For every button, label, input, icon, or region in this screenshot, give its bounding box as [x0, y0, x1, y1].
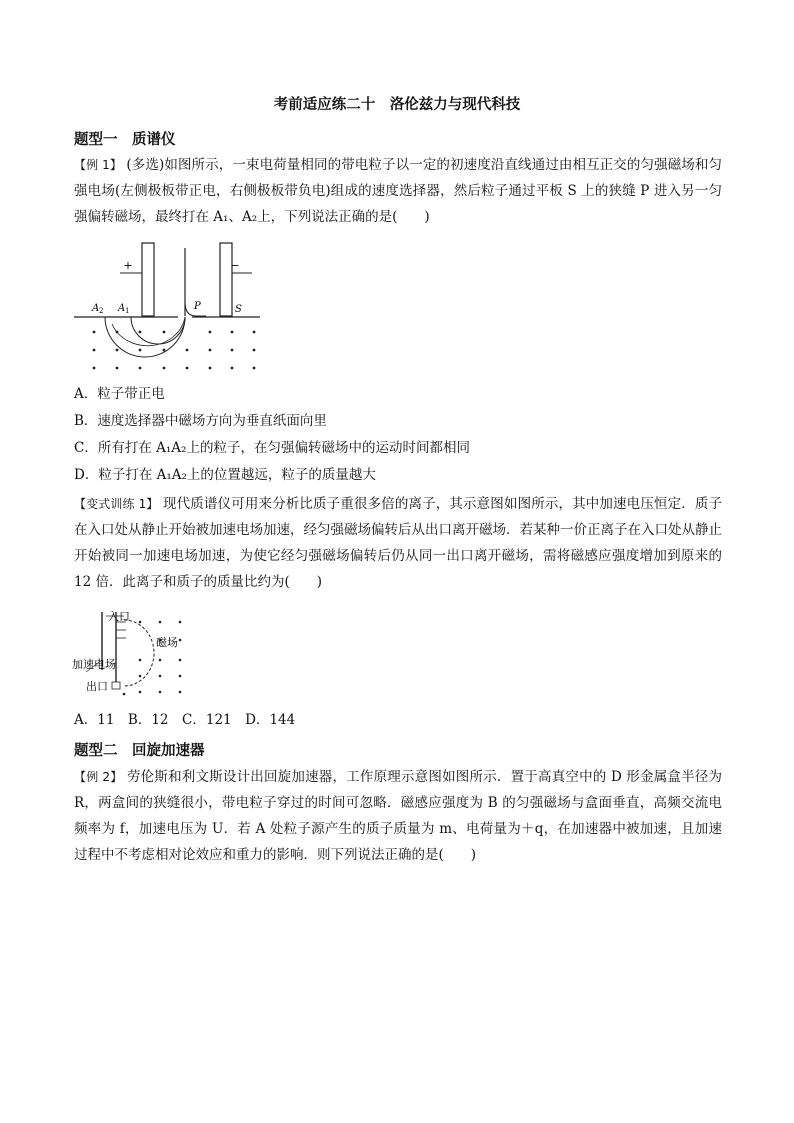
example1-option-c: C．所有打在 A₁A₂上的粒子，在匀强偏转磁场中的运动时间都相同 — [74, 440, 470, 456]
example1-tag: 【例 1】 — [74, 158, 122, 172]
mass-spectrometer-figure — [72, 242, 262, 374]
variant1-question — [74, 491, 722, 595]
label-s: S — [235, 304, 242, 315]
section2-heading: 题型二 回旋加速器 — [74, 743, 205, 759]
label-a1: A — [118, 303, 126, 314]
example1-question — [74, 152, 722, 230]
example1-text: 如图所示，一束电荷量相同的带电粒子以一定的初速度沿直线通过由相互正交的匀强磁场和匀强电场(左侧极板带正电，右侧极板带负电)组成的速度选择器，然后粒子通过平板 S 上的狭缝 P 进入另一匀强偏转磁场，最终打在 A₁、A₂上，下列说法正确的是( ) — [74, 157, 723, 225]
label-a2: A — [92, 303, 100, 314]
example1-option-b: B．速度选择器中磁场方向为垂直纸面向里 — [74, 413, 327, 429]
example1-note: (多选) — [126, 157, 165, 173]
modern-spectrometer-figure — [72, 608, 192, 700]
example1-option-a: A．粒子带正电 — [74, 386, 165, 402]
accel-field-label: 加速电场 — [72, 658, 116, 671]
example2-question — [74, 764, 722, 868]
page-title: 考前适应练二十 洛伦兹力与现代科技 — [273, 97, 521, 113]
example2-text: 劳伦斯和利文斯设计出回旋加速器，工作原理示意图如图所示．置于高真空中的 D 形金属盒半径为 R，两盒间的狭缝很小，带电粒子穿过的时间可忽略．磁感应强度为 B 的匀强磁场与盒面垂直，高频交流电频率为 f，加速电压为 U．若 A 处粒子源产生的质子质量为 m、电荷量为＋q，在加速器中被加速，且加速过程中不考虑相对论效应和重力的影响．则下列说法正确的是( ) — [74, 769, 723, 863]
variant1-tag: 【变式训练 1】 — [74, 497, 159, 511]
outlet-label: 出口 — [86, 680, 108, 693]
label-p: P — [194, 301, 201, 312]
minus-label: − — [230, 259, 240, 272]
example1-option-d: D．粒子打在 A₁A₂上的位置越远，粒子的质量越大 — [74, 467, 376, 483]
example2-tag: 【例 2】 — [74, 770, 123, 784]
magnetic-field-label: 磁场 — [156, 636, 178, 649]
variant1-text: 现代质谱仪可用来分析比质子重很多倍的离子，其示意图如图所示，其中加速电压恒定．质子在入口处从静止开始被加速电场加速，经匀强磁场偏转后从出口离开磁场．若某种一价正离子在入口处从静止开始被同一加速电场加速，为使它经匀强磁场偏转后仍从同一出口离开磁场，需将磁感应强度增加到原来的 12 倍．此离子和质子的质量比约为( ) — [74, 496, 723, 590]
label-a2-sub: 2 — [99, 307, 104, 315]
plus-label: + — [123, 259, 133, 272]
section1-heading: 题型一 质谱仪 — [74, 132, 176, 148]
inlet-label: 入口 — [108, 610, 130, 623]
label-a1-sub: 1 — [125, 307, 130, 315]
variant1-options: A．11 B．12 C．121 D．144 — [74, 712, 296, 728]
